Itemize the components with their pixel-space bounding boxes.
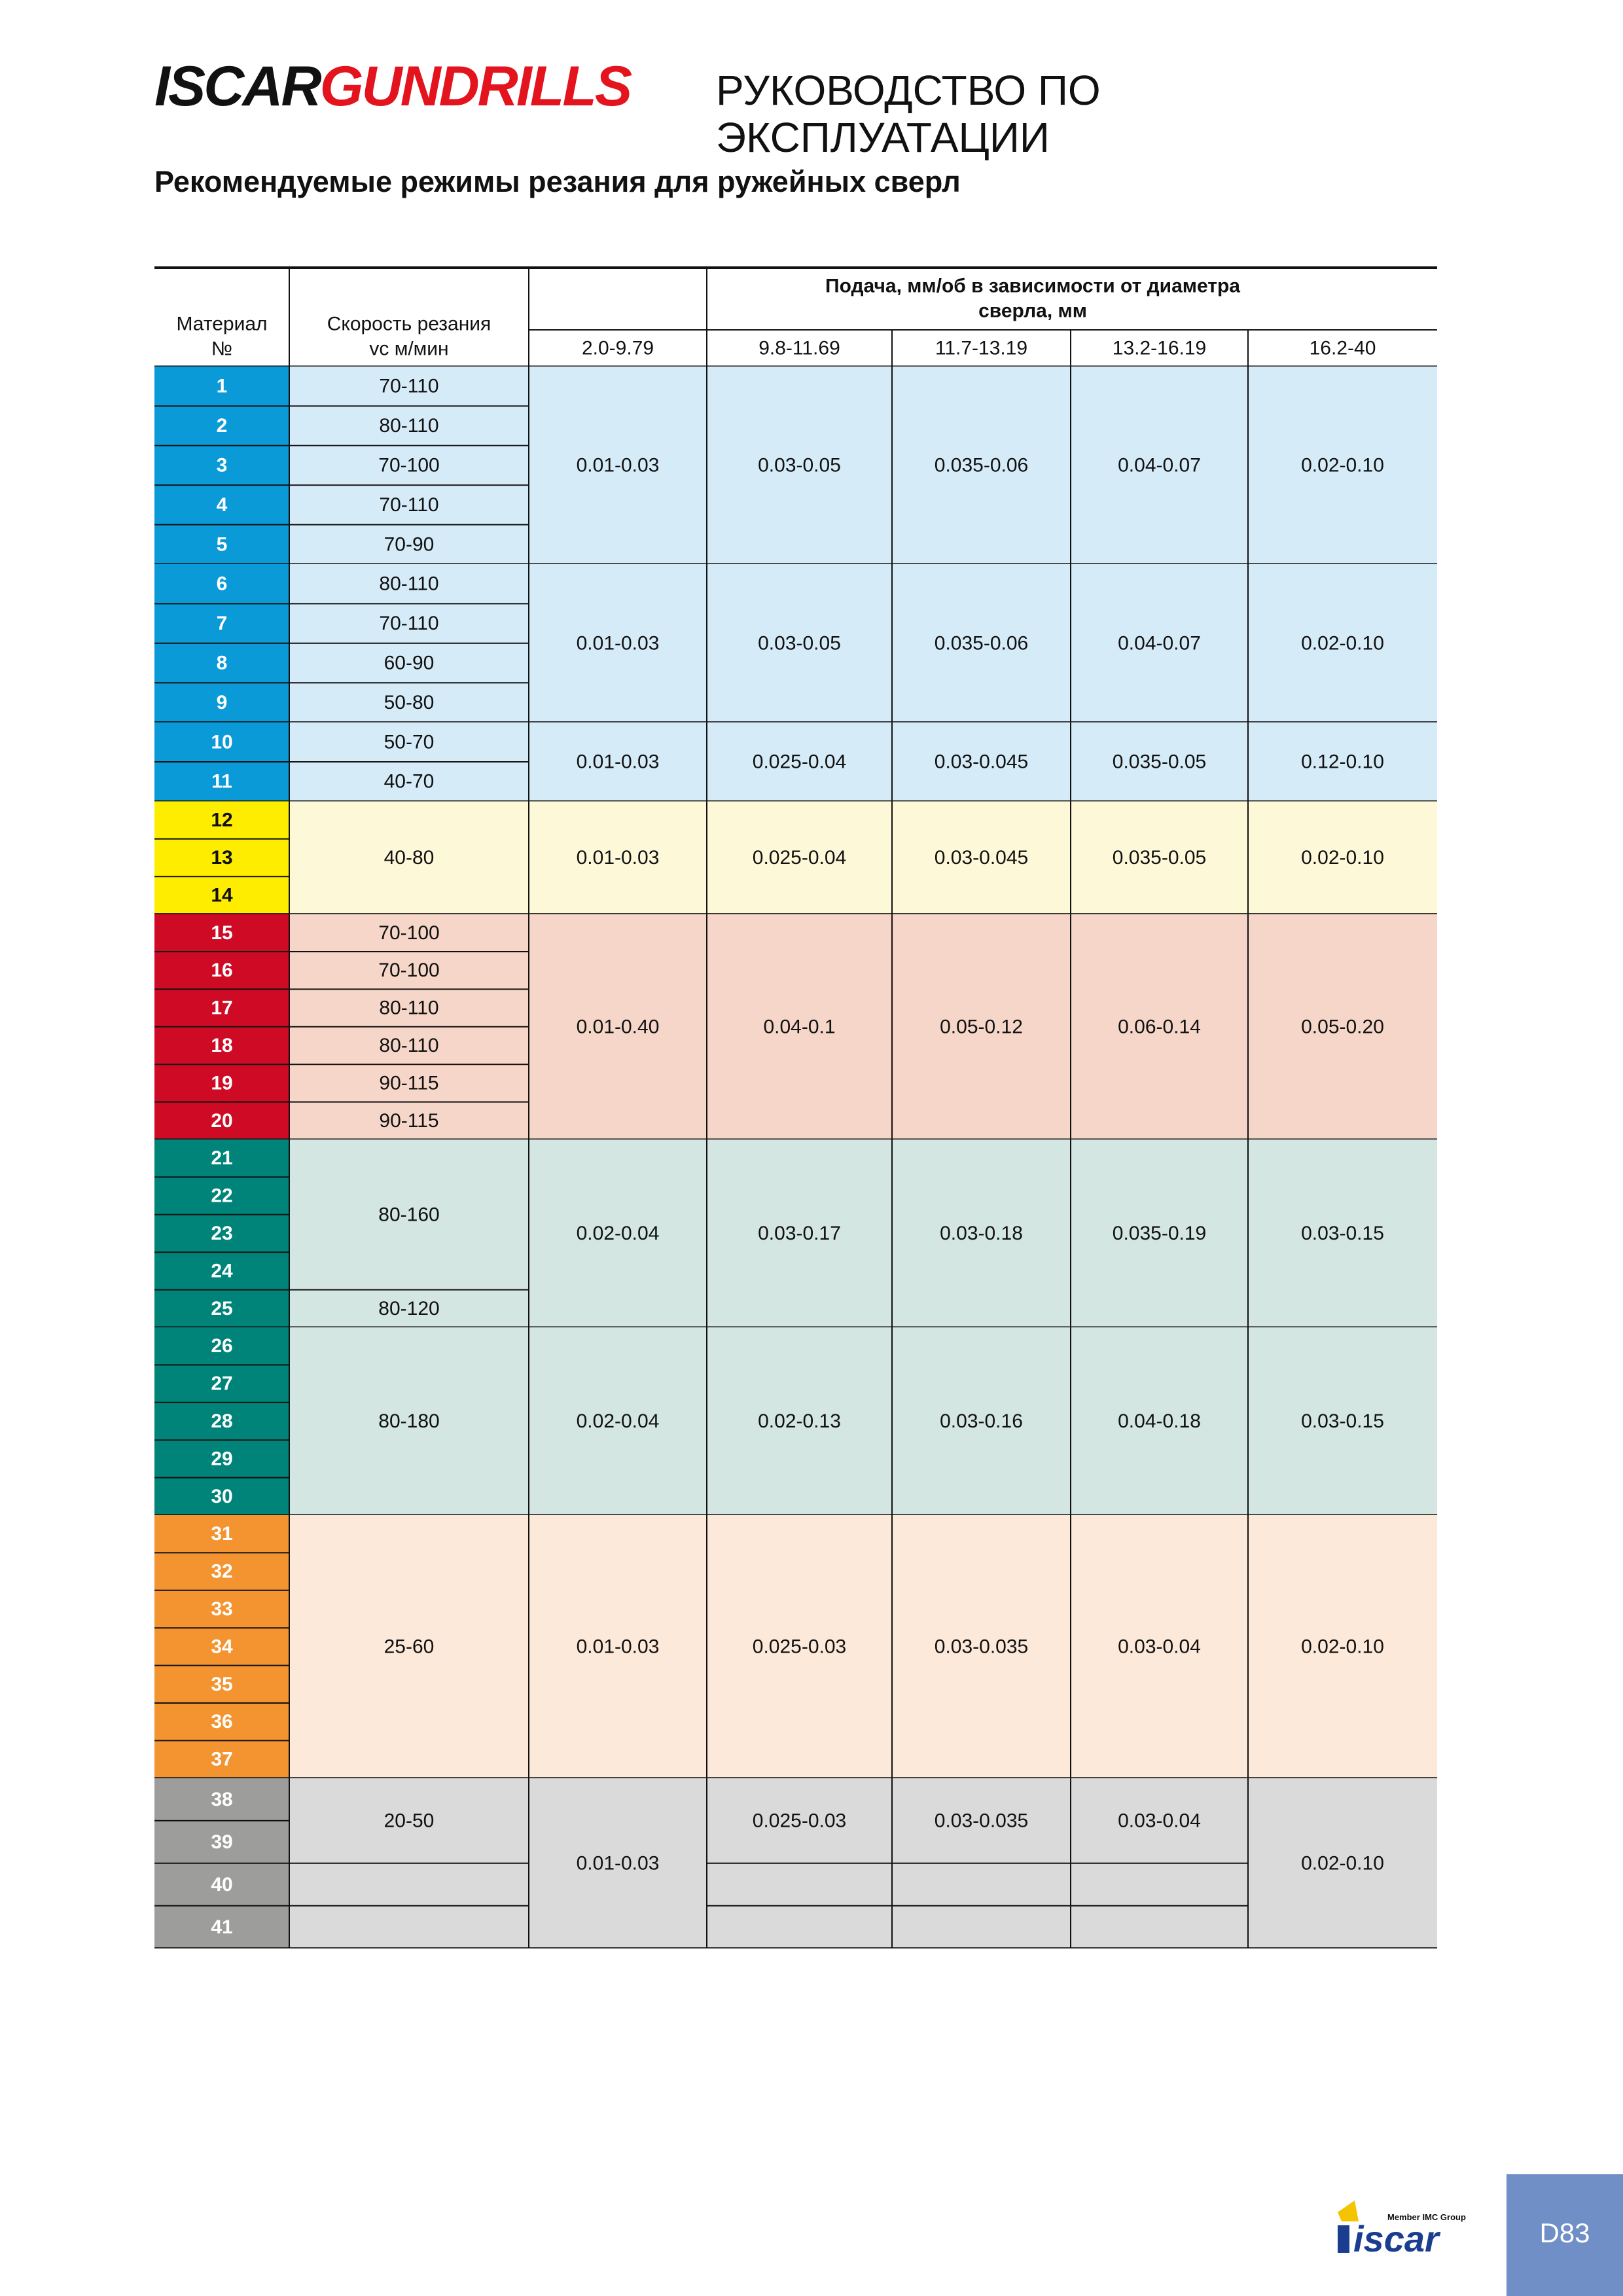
- page-title: [716, 67, 1101, 161]
- group-bg-8: [289, 1515, 1437, 1778]
- feed-value-g5-d3: 0.05-0.12: [940, 1016, 1023, 1038]
- material-number-26: 26: [211, 1335, 233, 1357]
- material-number-3: 3: [216, 454, 228, 476]
- material-number-7: 7: [216, 613, 228, 635]
- feed-value-g9-d4: 0.03-0.04: [1118, 1810, 1201, 1832]
- material-number-23: 23: [211, 1223, 233, 1244]
- header-speed-label: Скорость резания: [327, 313, 491, 335]
- material-number-40: 40: [211, 1873, 233, 1895]
- speed-value-g2-3: 60-90: [383, 652, 435, 674]
- material-number-4: 4: [216, 493, 228, 516]
- feed-value-g3-d4: 0.035-0.05: [1112, 751, 1207, 773]
- material-number-19: 19: [211, 1072, 233, 1094]
- feed-value-g4-d5: 0.02-0.10: [1301, 847, 1384, 869]
- feed-value-g6-d1: 0.02-0.04: [576, 1223, 660, 1244]
- feed-value-g4-d1: 0.01-0.03: [576, 847, 660, 869]
- feed-value-g1-d2: 0.03-0.05: [758, 454, 841, 476]
- material-number-34: 34: [211, 1636, 233, 1658]
- speed-value-g1-4: 70-110: [379, 493, 439, 516]
- header-diameter-4: 13.2-16.19: [1112, 337, 1207, 359]
- speed-value-g5-3: 80-110: [379, 997, 439, 1019]
- material-number-8: 8: [216, 652, 228, 674]
- page-title-line1: РУКОВОДСТВО ПО: [716, 67, 1101, 114]
- header-material-label: Материал: [176, 313, 268, 335]
- material-number-12: 12: [211, 809, 233, 831]
- material-number-14: 14: [211, 884, 233, 906]
- iscar-logo-blue-bar: [1338, 2225, 1349, 2253]
- feed-value-g7-d1: 0.02-0.04: [576, 1410, 660, 1432]
- feed-value-g6-d4: 0.035-0.19: [1112, 1223, 1207, 1244]
- cutting-data-table: [154, 266, 1437, 1948]
- feed-value-g5-d2: 0.04-0.1: [763, 1016, 836, 1038]
- speed-value-g1-3: 70-100: [378, 454, 440, 476]
- feed-value-g9-d2: 0.025-0.03: [752, 1810, 847, 1832]
- header-material-number: №: [211, 338, 233, 360]
- feed-value-g4-d2: 0.025-0.04: [752, 847, 847, 869]
- feed-value-g5-d5: 0.05-0.20: [1301, 1016, 1384, 1038]
- feed-value-g8-d2: 0.025-0.03: [752, 1636, 847, 1658]
- material-number-10: 10: [211, 731, 233, 753]
- feed-value-g5-d1: 0.01-0.40: [576, 1016, 660, 1038]
- material-number-27: 27: [211, 1372, 233, 1395]
- feed-value-g3-d5: 0.12-0.10: [1301, 751, 1384, 773]
- iscar-gundrills-logo: [154, 55, 631, 118]
- speed-value-g1-5: 70-90: [383, 533, 435, 556]
- feed-value-g2-d5: 0.02-0.10: [1301, 632, 1384, 655]
- feed-value-g3-d1: 0.01-0.03: [576, 751, 660, 773]
- header-diameter-1: 2.0-9.79: [581, 337, 654, 359]
- page-title-line2: ЭКСПЛУАТАЦИИ: [716, 114, 1050, 161]
- logo-gundrills: GUNDRILLS: [319, 55, 631, 118]
- feed-value-g1-d5: 0.02-0.10: [1301, 454, 1384, 476]
- feed-value-g6-d3: 0.03-0.18: [940, 1223, 1023, 1244]
- material-number-36: 36: [211, 1711, 233, 1733]
- page-subtitle: Рекомендуемые режимы резания для ружейных сверл: [154, 165, 961, 198]
- header-diameter-5: 16.2-40: [1309, 337, 1376, 359]
- group-bg-7: [289, 1327, 1437, 1515]
- feed-value-g9-d5: 0.02-0.10: [1301, 1852, 1384, 1874]
- feed-value-g7-d3: 0.03-0.16: [940, 1410, 1023, 1432]
- header-diameter-3: 11.7-13.19: [935, 337, 1028, 359]
- feed-value-g2-d1: 0.01-0.03: [576, 632, 660, 655]
- header-feed-unit: сверла, мм: [978, 300, 1087, 322]
- feed-value-g7-d5: 0.03-0.15: [1301, 1410, 1384, 1432]
- header-feed-label: Подача, мм/об в зависимости от диаметра: [825, 275, 1240, 297]
- feed-value-g7-d4: 0.04-0.18: [1118, 1410, 1201, 1432]
- speed-value-g3-1: 50-70: [383, 731, 435, 753]
- speed-value-g2-1: 80-110: [379, 573, 439, 595]
- material-number-33: 33: [211, 1598, 233, 1620]
- material-number-30: 30: [211, 1485, 233, 1507]
- speed-value-g7-1: 80-180: [378, 1410, 440, 1432]
- speed-value-g8-1: 25-60: [383, 1636, 435, 1658]
- material-number-39: 39: [211, 1831, 233, 1853]
- feed-value-g7-d2: 0.02-0.13: [758, 1410, 841, 1432]
- material-number-37: 37: [211, 1748, 233, 1770]
- material-number-32: 32: [211, 1560, 233, 1583]
- feed-value-g8-d1: 0.01-0.03: [576, 1636, 660, 1658]
- group-bg-6: [289, 1139, 1437, 1327]
- material-number-20: 20: [211, 1109, 233, 1132]
- material-number-28: 28: [211, 1410, 233, 1432]
- feed-value-g8-d4: 0.03-0.04: [1118, 1636, 1201, 1658]
- material-number-31: 31: [211, 1523, 233, 1545]
- material-number-11: 11: [211, 770, 232, 793]
- iscar-logo-member-text: Member IMC Group: [1387, 2212, 1466, 2222]
- iscar-logo-wordmark: iscar: [1353, 2218, 1439, 2258]
- material-number-13: 13: [211, 847, 233, 869]
- material-number-41: 41: [211, 1916, 233, 1938]
- speed-value-g6-1: 80-160: [378, 1204, 440, 1226]
- material-number-21: 21: [211, 1147, 233, 1170]
- speed-value-g5-6: 90-115: [379, 1109, 439, 1132]
- speed-value-g6-2: 80-120: [378, 1297, 440, 1319]
- group-bg-1: [289, 367, 1437, 564]
- speed-value-g2-2: 70-110: [379, 613, 439, 635]
- feed-value-g1-d3: 0.035-0.06: [934, 454, 1029, 476]
- material-number-15: 15: [211, 922, 233, 944]
- speed-value-g2-4: 50-80: [383, 691, 435, 713]
- feed-value-g9-d1: 0.01-0.03: [576, 1852, 660, 1874]
- material-number-17: 17: [211, 997, 233, 1019]
- material-number-29: 29: [211, 1448, 233, 1470]
- feed-value-g5-d4: 0.06-0.14: [1118, 1016, 1201, 1038]
- material-number-38: 38: [211, 1788, 233, 1810]
- feed-value-g4-d4: 0.035-0.05: [1112, 847, 1207, 869]
- feed-value-g3-d3: 0.03-0.045: [934, 751, 1029, 773]
- feed-value-g3-d2: 0.025-0.04: [752, 751, 847, 773]
- feed-value-g6-d2: 0.03-0.17: [758, 1223, 841, 1244]
- page-number: D83: [1539, 2217, 1590, 2248]
- material-number-1: 1: [216, 375, 228, 397]
- speed-value-g1-2: 80-110: [379, 415, 439, 437]
- speed-value-g4-1: 40-80: [383, 847, 435, 869]
- page-number-badge: [1507, 2174, 1623, 2296]
- logo-iscar: ISCAR: [154, 55, 320, 118]
- feed-value-g1-d4: 0.04-0.07: [1118, 454, 1201, 476]
- speed-value-g5-1: 70-100: [378, 922, 440, 944]
- speed-value-g9: 20-50: [383, 1810, 435, 1832]
- header-speed-unit: vc м/мин: [369, 338, 449, 360]
- feed-value-g9-d3: 0.03-0.035: [934, 1810, 1029, 1832]
- speed-value-g5-2: 70-100: [378, 960, 440, 982]
- feed-value-g2-d2: 0.03-0.05: [758, 632, 841, 655]
- material-number-6: 6: [216, 573, 228, 595]
- iscar-logo: [1335, 2199, 1472, 2258]
- material-number-16: 16: [211, 960, 233, 982]
- speed-value-g3-2: 40-70: [383, 770, 435, 793]
- material-number-22: 22: [211, 1185, 233, 1207]
- feed-value-g1-d1: 0.01-0.03: [576, 454, 660, 476]
- speed-value-g1-1: 70-110: [379, 375, 439, 397]
- material-number-2: 2: [216, 415, 228, 437]
- header-diameter-2: 9.8-11.69: [758, 337, 840, 359]
- feed-value-g6-d5: 0.03-0.15: [1301, 1223, 1384, 1244]
- feed-value-g4-d3: 0.03-0.045: [934, 847, 1029, 869]
- feed-value-g2-d4: 0.04-0.07: [1118, 632, 1201, 655]
- material-number-24: 24: [211, 1260, 233, 1282]
- speed-value-g5-4: 80-110: [379, 1035, 439, 1056]
- material-number-18: 18: [211, 1035, 233, 1056]
- feed-value-g8-d3: 0.03-0.035: [934, 1636, 1029, 1658]
- feed-value-g2-d3: 0.035-0.06: [934, 632, 1029, 655]
- group-bg-4: [289, 801, 1437, 914]
- material-number-35: 35: [211, 1673, 233, 1695]
- material-number-5: 5: [216, 533, 228, 556]
- material-number-25: 25: [211, 1297, 233, 1319]
- feed-value-g8-d5: 0.02-0.10: [1301, 1636, 1384, 1658]
- speed-value-g5-5: 90-115: [379, 1072, 439, 1094]
- material-number-9: 9: [216, 691, 228, 713]
